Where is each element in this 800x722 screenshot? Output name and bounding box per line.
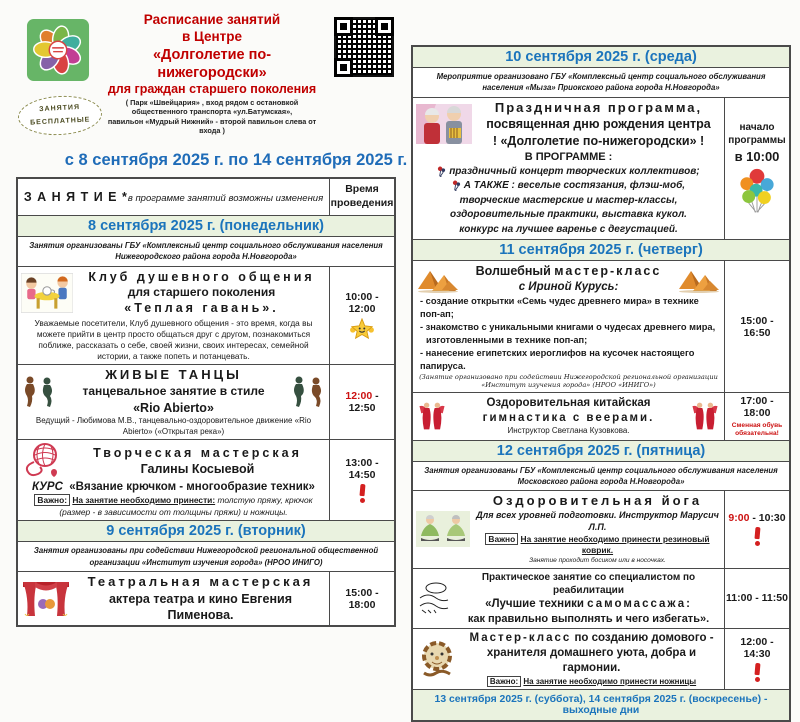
organizer-row <box>413 461 789 491</box>
pyramids-icon <box>677 265 721 293</box>
date-row-9-september <box>18 520 394 541</box>
badge-line-1: ЗАНЯТИЯ <box>39 103 81 114</box>
red-exclamation-icon <box>358 484 366 503</box>
organizer-text: Занятия организованы ГБУ «Комплексный центр социального обслуживания населения Московского района города Н.Новгорода» <box>424 465 778 486</box>
yoga-time-end: - 10:30 <box>749 512 786 525</box>
organizer-text: Мероприятие организовано ГБУ «Комплексный центр социального обслуживания населения «Мыза» Приокского района города Н.Новгорода» <box>436 72 766 93</box>
massage-title-1: Практическое занятие со специалистом по реабилитации <box>481 571 696 596</box>
magic-title-normal: Волшебный <box>475 264 551 279</box>
date-row-8-september <box>18 215 394 236</box>
activity-row-party <box>413 97 789 240</box>
club-time-cell <box>329 267 394 365</box>
dance-time-cell <box>329 365 394 439</box>
magic-item-2: - знакомство с уникальными книгами о чудесах древнего мира, <box>420 321 716 332</box>
date-label: 10 сентября 2025 г. (среда) <box>413 47 789 67</box>
party-time-line2: программы <box>728 135 786 147</box>
yoga-icon <box>416 511 470 547</box>
activity-row-club <box>18 266 394 365</box>
date-label: 9 сентября 2025 г. (вторник) <box>18 521 394 541</box>
theater-curtain-icon <box>21 580 71 618</box>
important-label: Важно: <box>487 676 521 687</box>
magic-item-4: - нанесение египетских иероглифов на кусочек настоящего папируса. <box>420 347 695 371</box>
club-time: 10:00 - 12:00 <box>345 291 379 316</box>
party-item-2: А ТАКЖЕ : веселые состязания, флэш-моб, <box>463 180 686 192</box>
yarn-ball-icon <box>21 442 65 480</box>
activity-row-domovoy <box>413 628 789 689</box>
magic-title-spaced: мастер-класс <box>554 264 662 279</box>
title-line-4: для граждан старшего поколения <box>107 82 317 96</box>
craft-important-underline: На занятие необходимо принести: <box>72 494 216 505</box>
dance-cell <box>18 365 329 439</box>
party-time-cell <box>724 98 789 240</box>
club-cell <box>18 267 329 365</box>
activity-row-magic <box>413 260 789 391</box>
activity-row-theater <box>18 571 394 625</box>
yoga-subtitle: Для всех уровней подготовки. Инструктор Марусич Л.П. <box>476 510 719 532</box>
massage-title-3: как правильно выполнять и чего избегать». <box>467 612 710 625</box>
party-time-line3: в 10:00 <box>734 148 780 164</box>
period-text: с 8 сентября 2025 г. по 14 сентября 2025 г. <box>64 150 408 169</box>
party-title-2: посвященная дню рождения центра <box>486 117 711 132</box>
left-schedule-table <box>16 177 396 627</box>
party-item-1: праздничный концерт творческих коллективов; <box>449 165 700 177</box>
massage-time-cell <box>724 569 789 628</box>
time-header-line1: Время <box>345 183 379 196</box>
craft-cell <box>18 440 329 521</box>
domovoy-title-spaced: Мастер-класс <box>469 631 572 644</box>
activity-row-gym <box>413 392 789 440</box>
activity-row-dance <box>18 364 394 439</box>
weekend-footer-text: 13 сентября 2025 г. (суббота), 14 сентября 2025 г. (воскресенье) - выходные дни <box>413 690 789 720</box>
date-row-11-september <box>413 239 789 260</box>
domovoy-title-rest: по созданию домового - <box>571 631 714 644</box>
theater-title-2: актера театра и кино Евгения Пименова. <box>108 591 292 623</box>
club-title-2: для старшего поколения <box>127 284 276 299</box>
theater-title-1: Театральная мастерская <box>87 574 314 590</box>
elderly-couple-photo <box>416 103 472 145</box>
party-item-5: конкурс на лучшее варенье с дегустацией. <box>459 223 678 235</box>
address-line-2: павильон «Мудрый Нижний» - второй павильон слева от входа ) <box>107 116 317 136</box>
magic-time-cell <box>724 261 789 391</box>
organizer-text: Занятия организованы при содействии Нижегородской региональной общественной организации «Институт изучения города» (НРОО ИНИГО) <box>33 546 379 567</box>
tea-party-icon <box>21 273 73 313</box>
organizer-text: Занятия организованы ГБУ «Комплексный центр социального обслуживания населения Нижегородского района города Н.Новгорода» <box>29 241 383 262</box>
title-line-2: в Центре <box>181 28 243 44</box>
dancers-icon <box>21 375 57 409</box>
balloon-bullet-icon <box>452 180 461 191</box>
pyramids-icon <box>416 265 460 293</box>
party-item-3: творческие мастерские и мастер-классы, <box>459 194 678 206</box>
theater-time-cell <box>329 572 394 625</box>
time-header-line2: проведения <box>330 197 394 209</box>
club-title-1: Клуб душевного общения <box>88 269 315 284</box>
date-label: 12 сентября 2025 г. (пятница) <box>413 441 789 461</box>
domovoy-time: 12:00 - 14:30 <box>740 635 774 660</box>
magic-note: (Занятие организовано при содействии Нижегородской региональной организации «Институт изучения города» (НРОО «ИНИГО») <box>419 372 718 390</box>
gym-title-2: гимнастика с веерами. <box>482 412 655 425</box>
fan-dancers-icon <box>689 399 721 433</box>
domovoy-title-2: хранителя домашнего уюта, добра и гармонии. <box>486 646 697 674</box>
party-time-line1: начало <box>739 121 775 133</box>
gym-cell <box>413 393 724 440</box>
yoga-time-start: 9:00 <box>728 512 750 525</box>
dance-time-end: - 12:50 <box>348 390 379 415</box>
yoga-time-cell <box>724 491 789 567</box>
right-schedule-table <box>411 45 791 722</box>
header-titles <box>100 12 324 136</box>
magic-cell <box>413 261 724 391</box>
title-line-1: Расписание занятий <box>143 12 281 27</box>
massage-hands-icon <box>416 580 452 616</box>
dance-note: Ведущий - Любимова М.В., танцевально-оздоровительное движение «Rio Abierto» («Открытая река») <box>35 416 312 436</box>
yoga-important: На занятие необходимо принести резиновый коврик. <box>520 533 710 556</box>
craft-title-1: Творческая мастерская <box>93 445 302 460</box>
gym-warning: Сменная обувь обязательна! <box>731 421 783 437</box>
dancers-icon <box>290 375 326 409</box>
party-subtitle: В ПРОГРАММЕ : <box>524 150 613 163</box>
massage-cell <box>413 569 724 628</box>
activity-row-massage <box>413 568 789 628</box>
table-header-row <box>18 179 394 215</box>
theater-time: 15:00 - 18:00 <box>345 586 379 611</box>
date-row-10-september <box>413 47 789 67</box>
weekend-footer-row <box>413 689 789 720</box>
craft-time: 13:00 - 14:50 <box>345 457 379 482</box>
left-column <box>16 8 408 722</box>
club-title-3: «Теплая гавань». <box>124 301 279 316</box>
gym-time: 17:00 - 18:00 <box>740 394 774 419</box>
date-row-12-september <box>413 440 789 461</box>
magic-item-3: изготовленными в технике поп-ап; <box>426 334 588 345</box>
lesson-header-note: в программе занятий возможны изменения <box>127 193 324 204</box>
balloons-icon <box>739 168 775 216</box>
craft-course-title: «Вязание крючком - многообразие техник» <box>69 480 315 493</box>
dance-title-2: танцевальное занятие в стиле <box>82 384 265 399</box>
party-cell <box>413 98 724 240</box>
lesson-header-cell <box>18 179 329 215</box>
magic-title-2: с Ириной Курусь: <box>518 280 619 293</box>
qr-code-icon <box>334 17 394 77</box>
craft-title-2: Галины Косыевой <box>140 461 255 476</box>
domovoy-important: На занятие необходимо принести ножницы <box>523 676 697 686</box>
balloon-bullet-icon <box>437 166 446 177</box>
gym-title-1: Оздоровительная китайская <box>486 397 651 410</box>
yoga-cell <box>413 491 724 567</box>
flower-logo-icon <box>26 18 90 82</box>
magic-time: 15:00 - 16:50 <box>740 314 774 339</box>
massage-title-2b: самомассажа: <box>587 597 692 610</box>
craft-important-rest: толстую пряжу, крючок (размер - в зависимости от толщины пряжи) и ножницы. <box>59 494 313 517</box>
party-item-4: оздоровительные практики, выставка кукол. <box>450 209 687 221</box>
organizer-row <box>413 67 789 97</box>
red-exclamation-icon <box>753 527 761 546</box>
magic-item-1: - создание открытки «Семь чудес древнего мира» в технике поп-ап; <box>420 295 699 319</box>
massage-time: 11:00 - 11:50 <box>726 592 788 605</box>
dance-title-1: ЖИВЫЕ ТАНЦЫ <box>105 367 242 383</box>
gym-time-cell <box>724 393 789 440</box>
lesson-header-label: З А Н Я Т И Е * <box>23 190 128 204</box>
flower-logo <box>26 18 90 82</box>
important-label: Важно: <box>34 494 70 506</box>
gym-instructor: Инструктор Светлана Кузовкова. <box>507 426 630 436</box>
dance-title-3: «Rio Abierto» <box>133 400 214 415</box>
massage-title-2a: «Лучшие техники <box>485 597 588 610</box>
badge-line-2: БЕСПЛАТНЫЕ <box>30 116 91 127</box>
red-exclamation-icon <box>753 663 761 682</box>
time-header-cell <box>329 179 394 215</box>
organizer-row <box>18 236 394 266</box>
right-column <box>411 45 791 722</box>
domovoy-cell <box>413 629 724 689</box>
craft-time-cell <box>329 440 394 521</box>
date-label: 11 сентября 2025 г. (четверг) <box>413 240 789 260</box>
address-line-1: ( Парк «Швейцария» , вход рядом с остановкой общественного транспорта «ул.Батумская», <box>125 97 299 117</box>
title-line-3: «Долголетие по-нижегородски» <box>152 46 272 81</box>
club-description: Уважаемые посетители, Клуб душевного общения - это время, когда вы можете прийти в центр просто общаться друг с другом, познакомиться поближе, рассказать о себе, своей жизни, своих интересах, семейной истории, а также попеть и потанцевать. <box>34 317 313 361</box>
date-label: 8 сентября 2025 г. (понедельник) <box>18 216 394 236</box>
fan-dancers-icon <box>416 399 448 433</box>
activity-row-yoga <box>413 490 789 567</box>
party-title-1: Праздничная программа, <box>494 99 703 115</box>
theater-cell <box>18 572 329 625</box>
star-thumbs-up-icon <box>350 318 374 340</box>
dance-time-start: 12:00 <box>345 390 373 403</box>
yoga-title: Оздоровительная йога <box>492 493 703 509</box>
party-title-3: ! «Долголетие по-нижегородски» ! <box>492 133 705 148</box>
craft-course-label: КУРС <box>32 480 63 493</box>
activity-row-craft <box>18 439 394 521</box>
domovoy-icon <box>416 640 458 678</box>
yoga-note: Занятие проходит босиком или в носочках. <box>529 557 666 565</box>
domovoy-time-cell <box>724 629 789 689</box>
important-label: Важно <box>485 533 518 545</box>
schedule-period <box>64 148 408 172</box>
